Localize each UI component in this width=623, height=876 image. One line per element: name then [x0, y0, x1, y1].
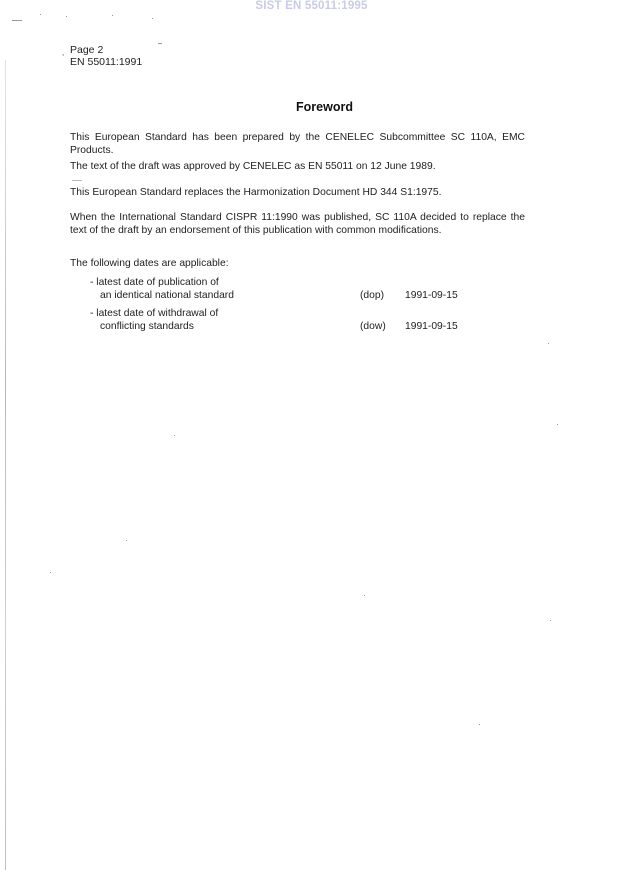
- paragraph-dates-intro: The following dates are applicable:: [70, 258, 229, 269]
- date-value: 1991-09-15: [405, 289, 458, 301]
- scan-speck: [112, 15, 113, 16]
- date-abbreviation: (dow): [360, 320, 386, 332]
- scan-speck: [152, 18, 153, 19]
- scan-speck: [40, 14, 41, 15]
- date-description-line1: - latest date of withdrawal of: [90, 308, 219, 319]
- date-description: [90, 277, 340, 302]
- paragraph-approval: The text of the draft was approved by CENELEC as EN 55011 on 12 June 1989.: [70, 161, 436, 172]
- scan-speck: [72, 180, 82, 181]
- page-number: Page 2: [70, 44, 104, 56]
- scan-speck: [557, 424, 558, 425]
- scan-speck: [50, 572, 51, 573]
- standard-id: EN 55011:1991: [70, 56, 143, 68]
- scan-edge-artifact: [5, 60, 6, 870]
- scan-speck: [548, 343, 549, 344]
- scan-speck: [174, 435, 175, 436]
- date-description: [90, 308, 340, 333]
- page-header: [62, 44, 143, 68]
- paragraph-cispr: When the International Standard CISPR 11:1990 was published, SC 110A decided to replace the text of the draft by an endorsement of this publication with common modifications.: [70, 212, 525, 236]
- scan-speck: [66, 16, 67, 17]
- date-abbreviation: (dop): [360, 289, 385, 301]
- scan-speck: [364, 595, 365, 596]
- date-description-line1: - latest date of publication of: [90, 277, 219, 288]
- scan-speck: [158, 43, 162, 44]
- scan-speck: [479, 724, 480, 725]
- scan-speck: [550, 620, 551, 621]
- document-watermark: SIST EN 55011:1995: [255, 0, 368, 12]
- paragraph-prepared-by: This European Standard has been prepared by the CENELEC Subcommittee SC 110A, EMC Products.: [70, 132, 525, 156]
- date-description-line2: conflicting standards: [100, 320, 194, 332]
- date-value: 1991-09-15: [405, 320, 458, 332]
- scan-mark: ,: [62, 48, 65, 57]
- date-description-line2: an identical national standard: [100, 289, 234, 301]
- scan-speck: [126, 540, 127, 541]
- section-title: Foreword: [296, 100, 353, 114]
- scan-speck: [12, 20, 22, 21]
- paragraph-replaces: This European Standard replaces the Harmonization Document HD 344 S1:1975.: [70, 187, 442, 198]
